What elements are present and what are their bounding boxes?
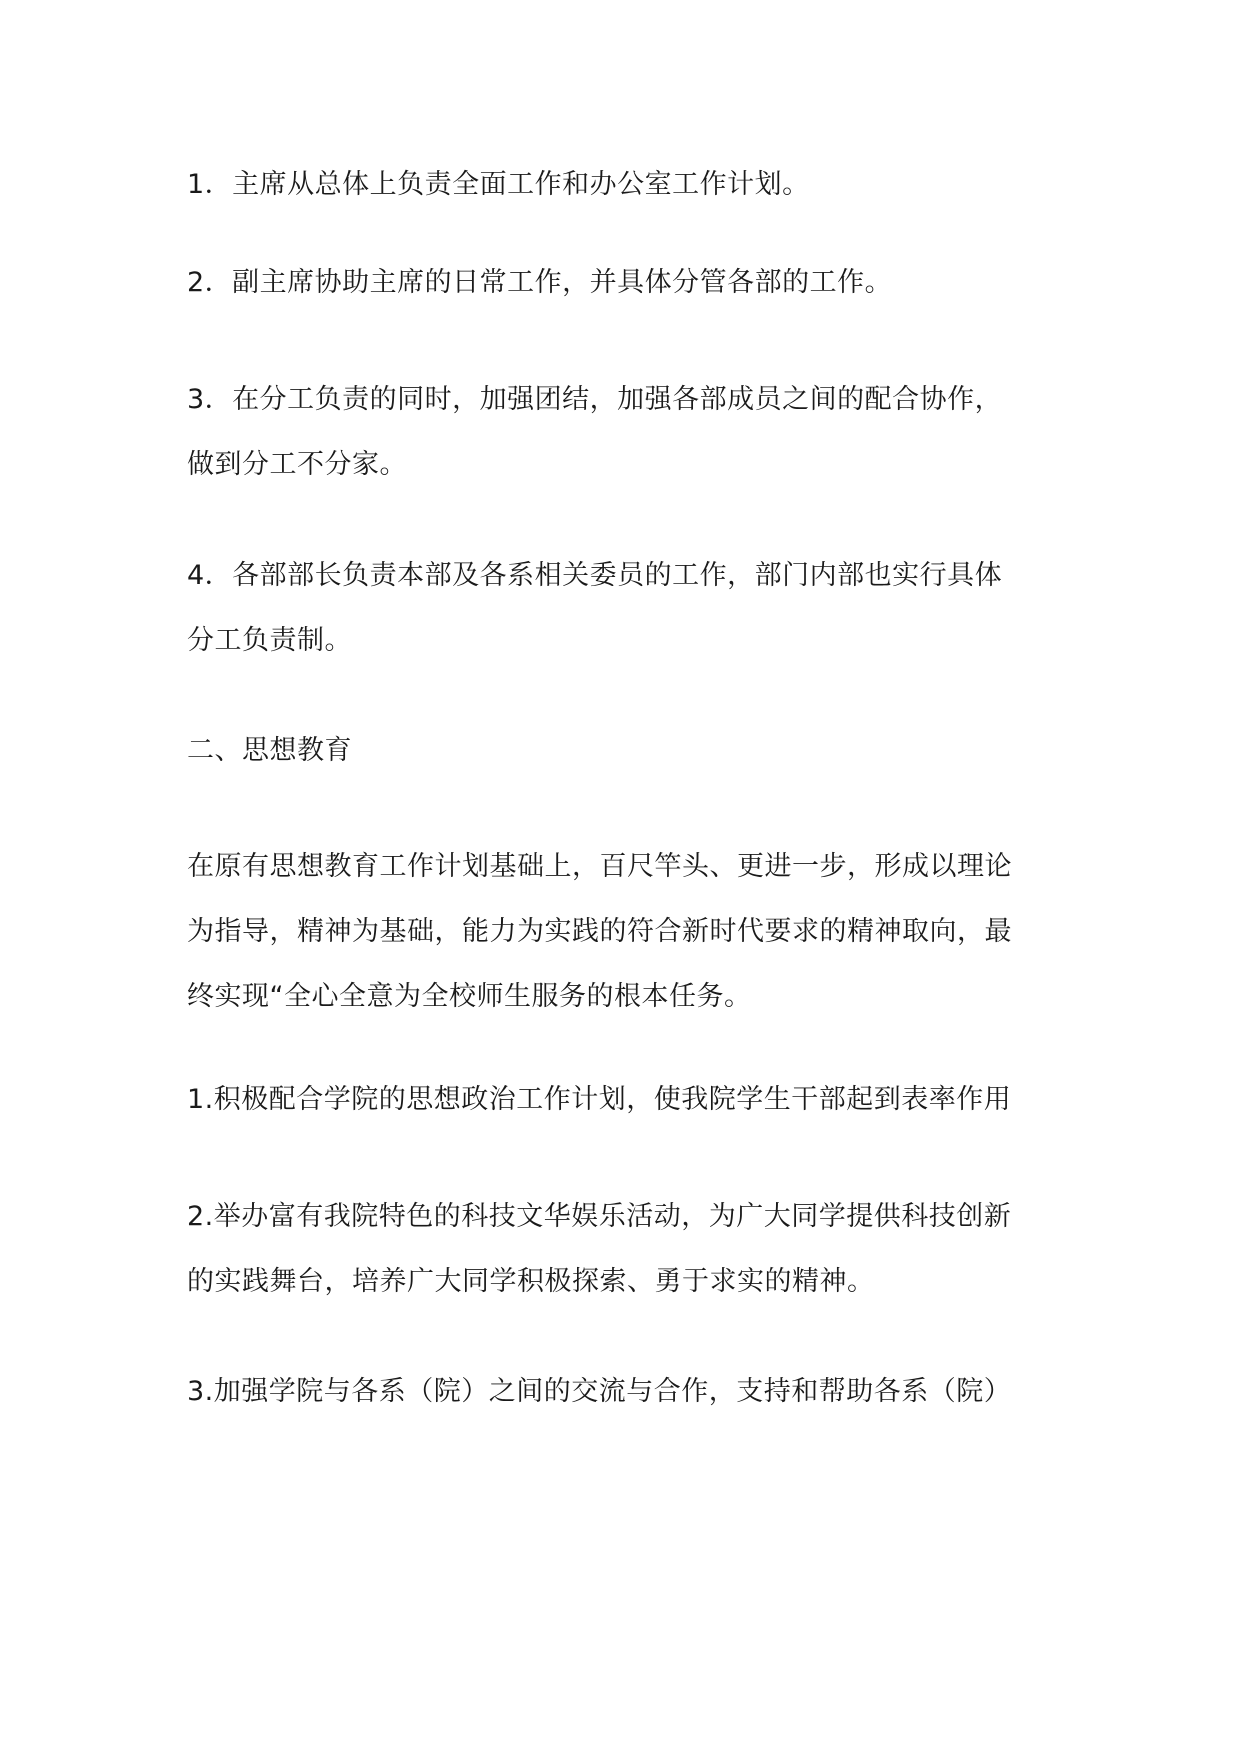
text-line: 1.积极配合学院的思想政治工作计划，使我院学生干部起到表率作用 [187, 1084, 1012, 1115]
text-line: 3．在分工负责的同时，加强团结，加强各部成员之间的配合协作， [187, 384, 1003, 415]
text-line: 做到分工不分家。 [187, 449, 407, 480]
text-line: 3.加强学院与各系（院）之间的交流与合作，支持和帮助各系（院） [187, 1376, 1012, 1407]
point-1-paragraph [187, 1067, 1077, 1132]
text-line: 在原有思想教育工作计划基础上，百尺竿头、更进一步，形成以理论 [187, 851, 1012, 882]
text-line: 2．副主席协助主席的日常工作，并具体分管各部的工作。 [187, 267, 893, 298]
item-4-paragraph [187, 543, 1077, 673]
item-3-paragraph [187, 367, 1077, 497]
point-2-paragraph [187, 1184, 1077, 1314]
item-1-paragraph [187, 152, 1077, 217]
text-line: 1．主席从总体上负责全面工作和办公室工作计划。 [187, 169, 810, 200]
text-line: 分工负责制。 [187, 625, 352, 656]
text-line: 4．各部部长负责本部及各系相关委员的工作，部门内部也实行具体 [187, 560, 1003, 591]
text-line: 终实现“全心全意为全校师生服务的根本任务。 [187, 981, 752, 1012]
text-line: 2.举办富有我院特色的科技文华娱乐活动，为广大同学提供科技创新 [187, 1201, 1012, 1232]
text-line: 的实践舞台，培养广大同学积极探索、勇于求实的精神。 [187, 1266, 875, 1297]
heading-text: 二、思想教育 [187, 735, 352, 766]
item-2-paragraph [187, 250, 1077, 315]
point-3-paragraph [187, 1359, 1077, 1424]
intro-paragraph [187, 834, 1077, 1029]
text-line: 为指导，精神为基础，能力为实践的符合新时代要求的精神取向，最 [187, 916, 1012, 947]
section-heading [187, 718, 1077, 783]
